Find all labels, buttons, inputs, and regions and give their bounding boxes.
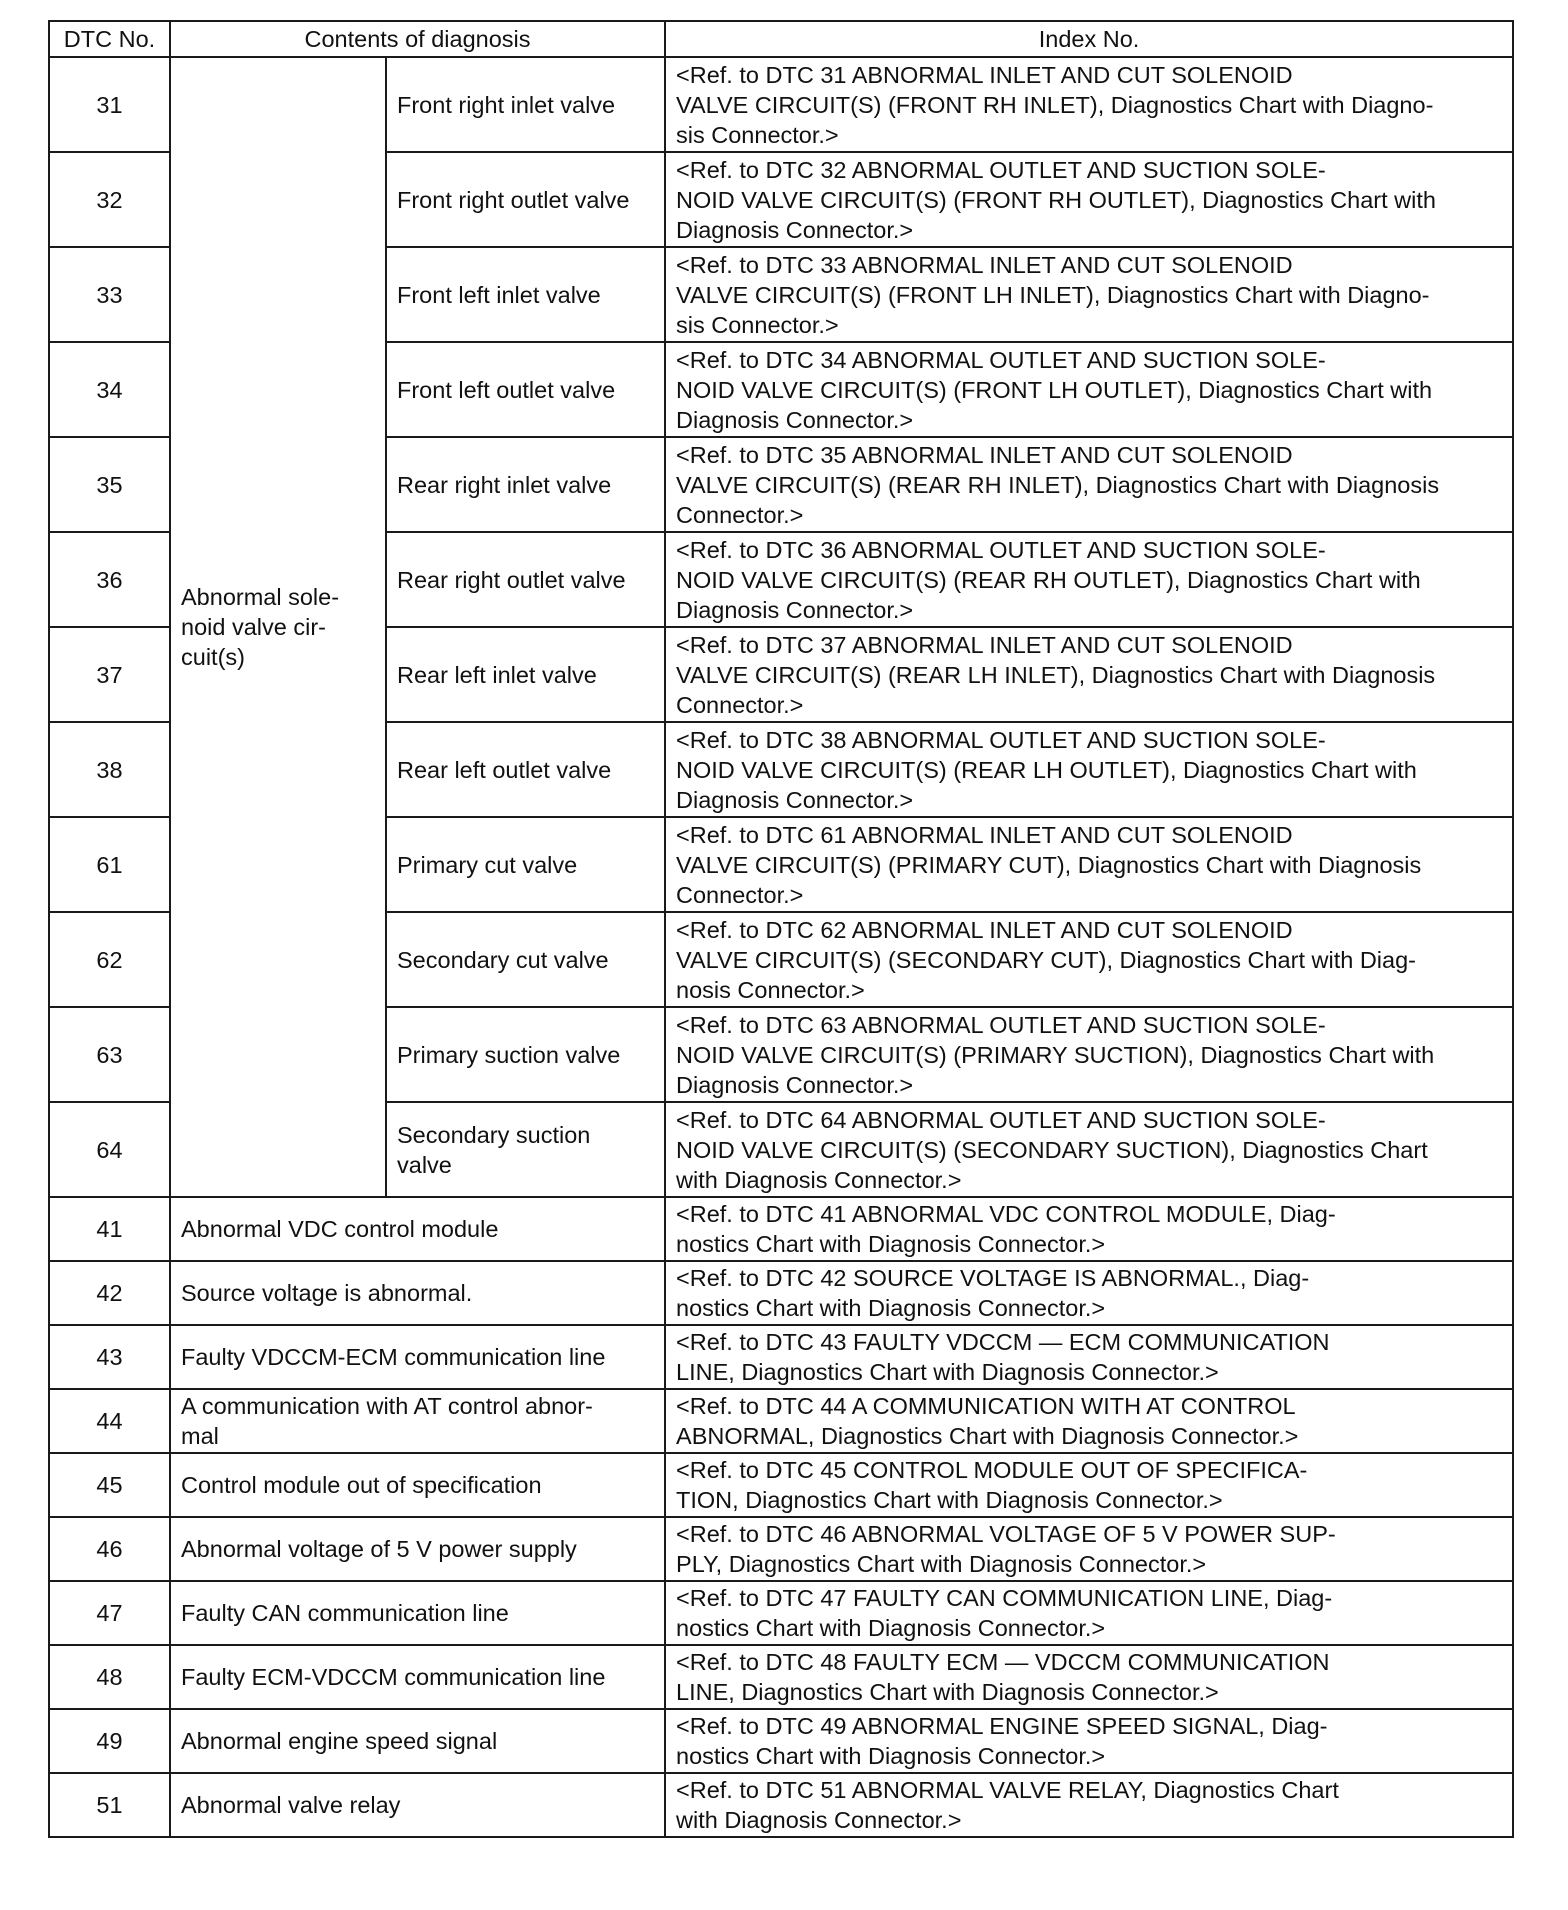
index-reference: <Ref. to DTC 36 ABNORMAL OUTLET AND SUCTION SOLE- NOID VALVE CIRCUIT(S) (REAR RH OUTLET), Diagnostics Chart with Diagnosis Connector.> bbox=[665, 532, 1513, 627]
valve-item: Rear left outlet valve bbox=[386, 722, 665, 817]
valve-item: Rear right outlet valve bbox=[386, 532, 665, 627]
table-row bbox=[49, 1453, 1513, 1517]
valve-item: Secondary cut valve bbox=[386, 912, 665, 1007]
table-row bbox=[49, 1261, 1513, 1325]
valve-item: Primary suction valve bbox=[386, 1007, 665, 1102]
header-index-no: Index No. bbox=[665, 21, 1513, 57]
index-reference: <Ref. to DTC 33 ABNORMAL INLET AND CUT SOLENOID VALVE CIRCUIT(S) (FRONT LH INLET), Diagnostics Chart with Diagno- sis Connector.> bbox=[665, 247, 1513, 342]
diagnosis-content: Faulty ECM-VDCCM communication line bbox=[170, 1645, 665, 1709]
index-reference: <Ref. to DTC 46 ABNORMAL VOLTAGE OF 5 V POWER SUP- PLY, Diagnostics Chart with Diagnosis Connector.> bbox=[665, 1517, 1513, 1581]
valve-item: Front right inlet valve bbox=[386, 57, 665, 152]
table-row bbox=[49, 1773, 1513, 1837]
dtc-number: 48 bbox=[49, 1645, 170, 1709]
index-reference: <Ref. to DTC 31 ABNORMAL INLET AND CUT SOLENOID VALVE CIRCUIT(S) (FRONT RH INLET), Diagnostics Chart with Diagno- sis Connector.> bbox=[665, 57, 1513, 152]
valve-item: Rear left inlet valve bbox=[386, 627, 665, 722]
index-reference: <Ref. to DTC 61 ABNORMAL INLET AND CUT SOLENOID VALVE CIRCUIT(S) (PRIMARY CUT), Diagnostics Chart with Diagnosis Connector.> bbox=[665, 817, 1513, 912]
diagnosis-content: Abnormal valve relay bbox=[170, 1773, 665, 1837]
table-row bbox=[49, 1325, 1513, 1389]
valve-item: Rear right inlet valve bbox=[386, 437, 665, 532]
dtc-table bbox=[48, 20, 1514, 1838]
dtc-number: 34 bbox=[49, 342, 170, 437]
index-reference: <Ref. to DTC 42 SOURCE VOLTAGE IS ABNORMAL., Diag- nostics Chart with Diagnosis Connector.> bbox=[665, 1261, 1513, 1325]
dtc-number: 47 bbox=[49, 1581, 170, 1645]
dtc-number: 31 bbox=[49, 57, 170, 152]
valve-item: Primary cut valve bbox=[386, 817, 665, 912]
diagnosis-content: Abnormal VDC control module bbox=[170, 1197, 665, 1261]
dtc-number: 32 bbox=[49, 152, 170, 247]
dtc-number: 51 bbox=[49, 1773, 170, 1837]
valve-item: Front right outlet valve bbox=[386, 152, 665, 247]
dtc-number: 44 bbox=[49, 1389, 170, 1453]
index-reference: <Ref. to DTC 41 ABNORMAL VDC CONTROL MODULE, Diag- nostics Chart with Diagnosis Connector.> bbox=[665, 1197, 1513, 1261]
diagnosis-content: Faulty VDCCM-ECM communication line bbox=[170, 1325, 665, 1389]
valve-item: Front left inlet valve bbox=[386, 247, 665, 342]
dtc-number: 36 bbox=[49, 532, 170, 627]
index-reference: <Ref. to DTC 49 ABNORMAL ENGINE SPEED SIGNAL, Diag- nostics Chart with Diagnosis Connector.> bbox=[665, 1709, 1513, 1773]
index-reference: <Ref. to DTC 63 ABNORMAL OUTLET AND SUCTION SOLE- NOID VALVE CIRCUIT(S) (PRIMARY SUCTION), Diagnostics Chart with Diagnosis Connector.> bbox=[665, 1007, 1513, 1102]
index-reference: <Ref. to DTC 62 ABNORMAL INLET AND CUT SOLENOID VALVE CIRCUIT(S) (SECONDARY CUT), Diagnostics Chart with Diag- nosis Connector.> bbox=[665, 912, 1513, 1007]
diagnosis-content: Abnormal engine speed signal bbox=[170, 1709, 665, 1773]
table-row bbox=[49, 57, 1513, 152]
index-reference: <Ref. to DTC 45 CONTROL MODULE OUT OF SPECIFICA- TION, Diagnostics Chart with Diagnosis Connector.> bbox=[665, 1453, 1513, 1517]
diagnosis-content: Source voltage is abnormal. bbox=[170, 1261, 665, 1325]
table-row bbox=[49, 1581, 1513, 1645]
dtc-number: 43 bbox=[49, 1325, 170, 1389]
dtc-number: 45 bbox=[49, 1453, 170, 1517]
dtc-number: 61 bbox=[49, 817, 170, 912]
dtc-number: 49 bbox=[49, 1709, 170, 1773]
valve-item: Front left outlet valve bbox=[386, 342, 665, 437]
table-body bbox=[49, 57, 1513, 1837]
index-reference: <Ref. to DTC 47 FAULTY CAN COMMUNICATION LINE, Diag- nostics Chart with Diagnosis Connector.> bbox=[665, 1581, 1513, 1645]
header-dtc-no: DTC No. bbox=[49, 21, 170, 57]
dtc-number: 35 bbox=[49, 437, 170, 532]
dtc-number: 41 bbox=[49, 1197, 170, 1261]
table-row bbox=[49, 1709, 1513, 1773]
table-row bbox=[49, 1645, 1513, 1709]
dtc-number: 63 bbox=[49, 1007, 170, 1102]
table-row bbox=[49, 1197, 1513, 1261]
dtc-number: 33 bbox=[49, 247, 170, 342]
table-row bbox=[49, 1517, 1513, 1581]
dtc-number: 42 bbox=[49, 1261, 170, 1325]
index-reference: <Ref. to DTC 43 FAULTY VDCCM — ECM COMMUNICATION LINE, Diagnostics Chart with Diagnosis Connector.> bbox=[665, 1325, 1513, 1389]
solenoid-group-label: Abnormal sole- noid valve cir- cuit(s) bbox=[170, 57, 386, 1197]
index-reference: <Ref. to DTC 32 ABNORMAL OUTLET AND SUCTION SOLE- NOID VALVE CIRCUIT(S) (FRONT RH OUTLET), Diagnostics Chart with Diagnosis Connector.> bbox=[665, 152, 1513, 247]
diagnosis-content: Abnormal voltage of 5 V power supply bbox=[170, 1517, 665, 1581]
header-contents: Contents of diagnosis bbox=[170, 21, 665, 57]
dtc-number: 46 bbox=[49, 1517, 170, 1581]
index-reference: <Ref. to DTC 34 ABNORMAL OUTLET AND SUCTION SOLE- NOID VALVE CIRCUIT(S) (FRONT LH OUTLET), Diagnostics Chart with Diagnosis Connector.> bbox=[665, 342, 1513, 437]
diagnosis-content: Faulty CAN communication line bbox=[170, 1581, 665, 1645]
dtc-number: 62 bbox=[49, 912, 170, 1007]
index-reference: <Ref. to DTC 38 ABNORMAL OUTLET AND SUCTION SOLE- NOID VALVE CIRCUIT(S) (REAR LH OUTLET), Diagnostics Chart with Diagnosis Connector.> bbox=[665, 722, 1513, 817]
table-row bbox=[49, 1389, 1513, 1453]
index-reference: <Ref. to DTC 51 ABNORMAL VALVE RELAY, Diagnostics Chart with Diagnosis Connector.> bbox=[665, 1773, 1513, 1837]
dtc-number: 64 bbox=[49, 1102, 170, 1197]
diagnosis-content: A communication with AT control abnor- mal bbox=[170, 1389, 665, 1453]
index-reference: <Ref. to DTC 48 FAULTY ECM — VDCCM COMMUNICATION LINE, Diagnostics Chart with Diagnosis Connector.> bbox=[665, 1645, 1513, 1709]
header-row bbox=[49, 21, 1513, 57]
index-reference: <Ref. to DTC 35 ABNORMAL INLET AND CUT SOLENOID VALVE CIRCUIT(S) (REAR RH INLET), Diagnostics Chart with Diagnosis Connector.> bbox=[665, 437, 1513, 532]
index-reference: <Ref. to DTC 64 ABNORMAL OUTLET AND SUCTION SOLE- NOID VALVE CIRCUIT(S) (SECONDARY SUCTION), Diagnostics Chart with Diagnosis Connector.> bbox=[665, 1102, 1513, 1197]
diagnosis-content: Control module out of specification bbox=[170, 1453, 665, 1517]
dtc-number: 37 bbox=[49, 627, 170, 722]
valve-item: Secondary suction valve bbox=[386, 1102, 665, 1197]
index-reference: <Ref. to DTC 44 A COMMUNICATION WITH AT CONTROL ABNORMAL, Diagnostics Chart with Diagnosis Connector.> bbox=[665, 1389, 1513, 1453]
index-reference: <Ref. to DTC 37 ABNORMAL INLET AND CUT SOLENOID VALVE CIRCUIT(S) (REAR LH INLET), Diagnostics Chart with Diagnosis Connector.> bbox=[665, 627, 1513, 722]
dtc-number: 38 bbox=[49, 722, 170, 817]
